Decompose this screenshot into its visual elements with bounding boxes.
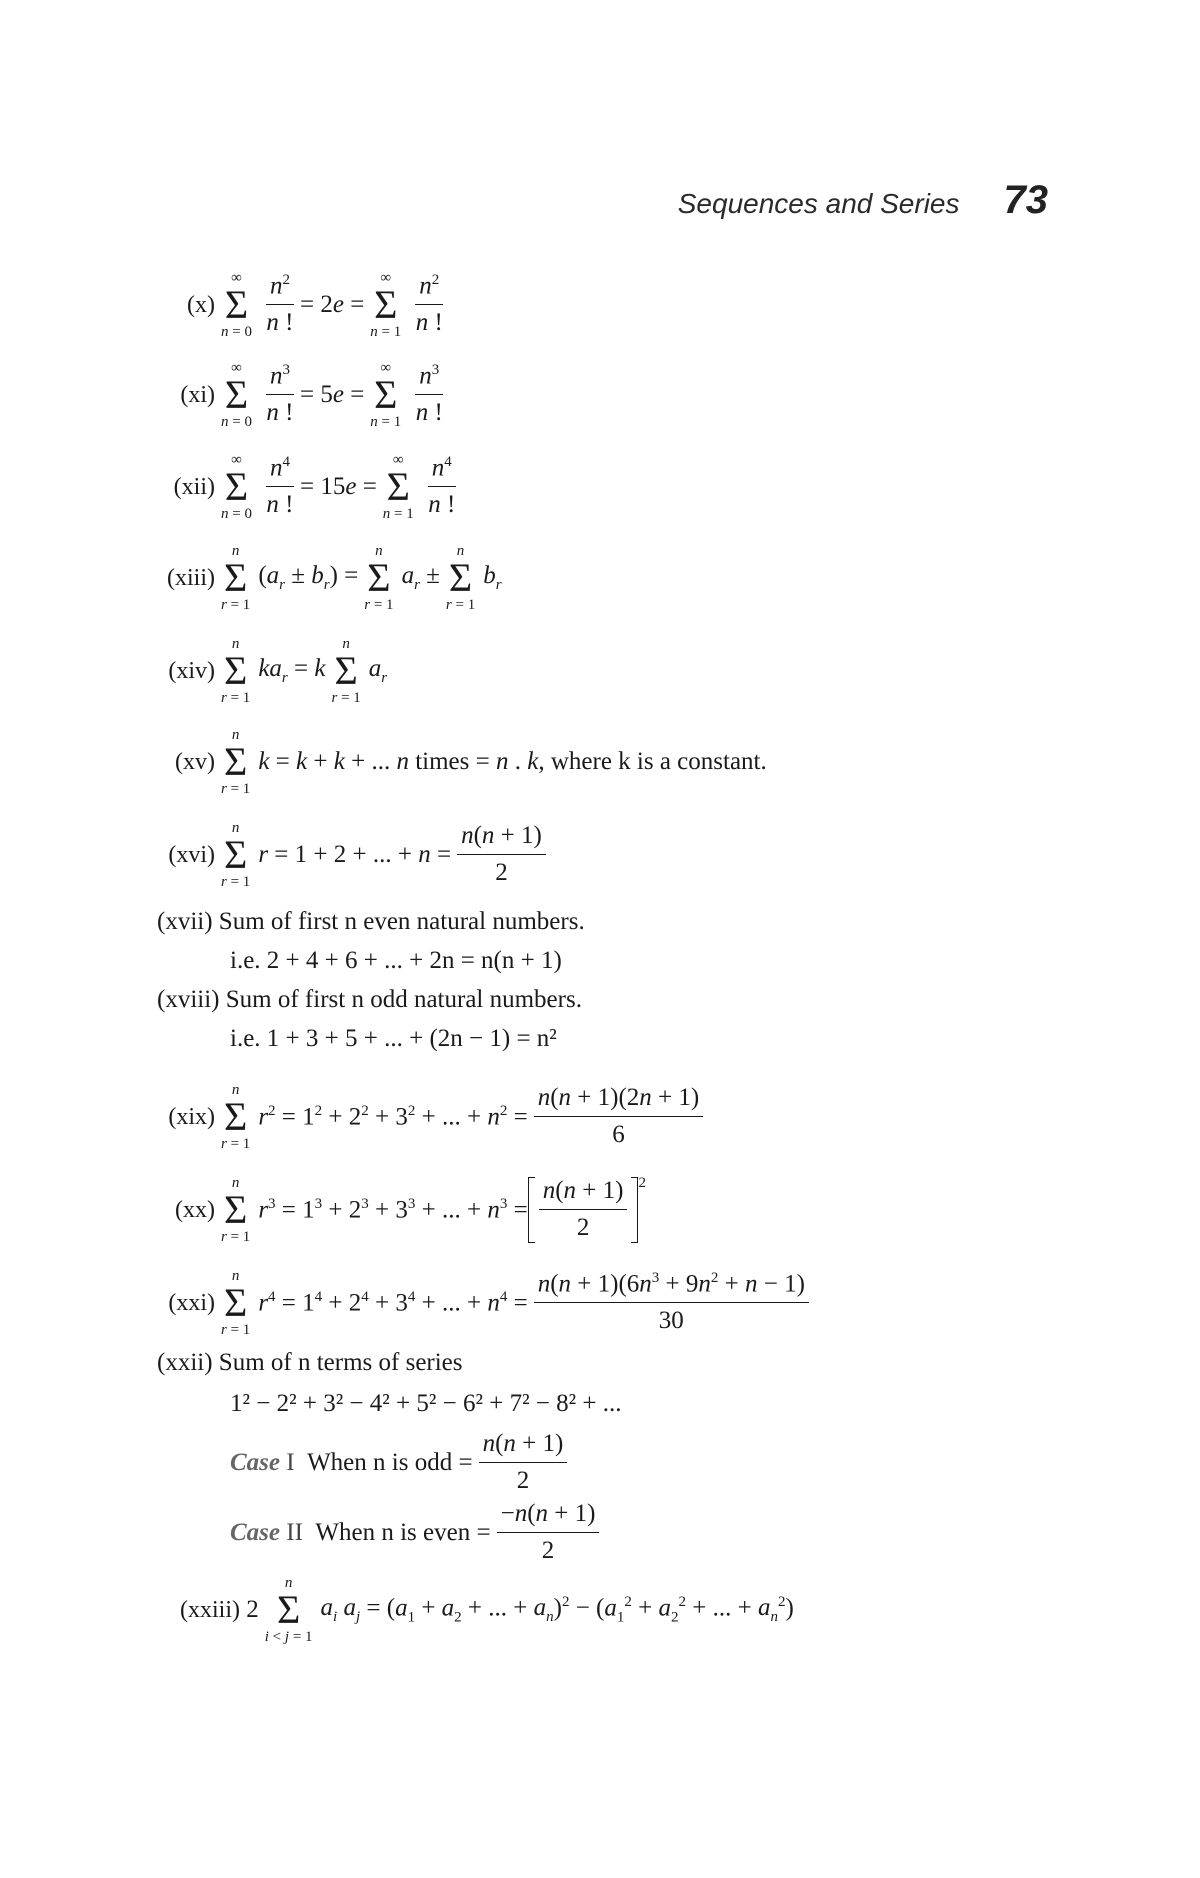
- math-term: Σ: [224, 282, 249, 327]
- math-term: r = 1: [221, 690, 251, 706]
- math-term: 2: [495, 859, 508, 886]
- xvii-ie: i.e. 2 + 4 + 6 + ... + 2n = n(n + 1): [230, 947, 562, 974]
- math-term: n: [396, 748, 409, 775]
- math-term: 4: [314, 1288, 323, 1305]
- math-term: 4: [444, 454, 452, 471]
- math-term: 2: [678, 1593, 686, 1610]
- math-term: r: [258, 1103, 269, 1131]
- math-term: a: [441, 1594, 455, 1622]
- math-term: n: [375, 543, 383, 559]
- math-term: Σ: [224, 1094, 248, 1139]
- xviii-text: Sum of first n odd natural numbers.: [225, 986, 582, 1013]
- math-term: Σ: [224, 1187, 248, 1232]
- math-term: Σ: [448, 555, 473, 600]
- math-term: n !: [415, 309, 443, 337]
- math-term: $a_n$: [757, 1594, 778, 1626]
- math-term: r: [323, 577, 330, 593]
- item-label: (xix): [168, 1103, 215, 1130]
- math-term: a: [395, 1594, 408, 1622]
- math-term: n: [231, 1175, 240, 1191]
- summation: [221, 360, 252, 430]
- fraction: [415, 272, 443, 338]
- text-xviii: [157, 986, 582, 1014]
- math-term: $a_r$ ±: [401, 562, 440, 593]
- math-term: 3: [499, 1195, 508, 1212]
- fraction: [534, 1270, 809, 1336]
- math-term: 2: [282, 272, 290, 289]
- math-term: $n(n + 1)(6n^3 + 9n^2 + n - 1)$: [534, 1270, 809, 1303]
- math-term: n: [487, 1103, 500, 1131]
- formula-xvi: [0, 820, 552, 890]
- math-term: 30: [658, 1307, 684, 1335]
- math-term: n: [639, 1084, 652, 1112]
- math-term: n: [535, 1500, 549, 1527]
- math-term: i: [333, 1609, 338, 1626]
- math-term: n: [503, 1430, 516, 1457]
- math-term: ∞: [231, 270, 242, 286]
- math-term: n: [639, 1270, 652, 1298]
- math-term: 1: [616, 1609, 625, 1626]
- math-term: n: [546, 1609, 554, 1626]
- math-term: 3: [314, 1195, 323, 1212]
- case-1: Case I When n is odd = $\frac{n(n + 1)}{2}$: [230, 1430, 573, 1496]
- math-term: r: [258, 841, 269, 868]
- math-term: n !: [428, 491, 456, 519]
- math-term: ∞: [380, 270, 392, 286]
- math-term: r: [331, 690, 338, 706]
- math-term: [266, 362, 294, 395]
- math-term: n: [563, 1177, 577, 1205]
- math-term: n: [269, 362, 283, 390]
- math-term: n !: [415, 399, 443, 427]
- math-term: r: [364, 597, 371, 613]
- formula-xii: [0, 452, 462, 522]
- math-term: $r^4 = 1^4 + 2^4 + 3^4$ + ... + $n^4$ =: [258, 1288, 528, 1317]
- math-term: n: [231, 636, 240, 652]
- summation: [221, 636, 250, 706]
- summation: [370, 270, 401, 340]
- math-term: n: [419, 272, 432, 300]
- math-term: n: [558, 1270, 572, 1298]
- formula-x: [0, 270, 449, 340]
- fraction: [534, 1084, 704, 1150]
- math-term: n: [382, 506, 391, 522]
- item-label: (xii): [173, 473, 215, 500]
- formula-xxiii: [0, 1575, 794, 1645]
- case-1-tag: Case: [230, 1448, 280, 1476]
- case-2-num: II: [286, 1518, 303, 1546]
- math-term: n: [231, 727, 240, 743]
- text-xxii: [157, 1349, 463, 1377]
- section-title: Sequences and Series: [677, 188, 960, 219]
- math-term: r: [221, 1229, 227, 1245]
- math-term: n = 1: [370, 414, 402, 430]
- math-term: 3: [407, 1195, 416, 1212]
- math-term: r: [281, 670, 288, 686]
- summation: [221, 543, 250, 613]
- math-term: r = 1: [221, 1322, 251, 1338]
- xv-tail: where k is a constant.: [550, 748, 767, 775]
- math-term: r: [495, 577, 502, 593]
- math-term: Σ: [277, 1587, 301, 1632]
- case-2: Case II When n is even = $\frac{-n(n + 1)}{2}$: [230, 1500, 605, 1566]
- math-term: 2: [361, 1102, 369, 1119]
- math-term: n: [418, 841, 431, 868]
- math-term: n: [342, 636, 350, 652]
- math-term: r = 1: [221, 1136, 251, 1152]
- case-2-text: When n is even: [315, 1518, 471, 1546]
- math-term: $b_r$: [483, 562, 502, 593]
- math-term: ∞: [380, 360, 392, 376]
- math-term: e: [332, 291, 344, 318]
- math-term: n = 0: [221, 414, 252, 430]
- item-label: (xx): [175, 1196, 215, 1223]
- math-term: $a_n$: [533, 1594, 554, 1626]
- math-term: r: [445, 597, 452, 613]
- summation: [221, 270, 252, 340]
- math-term: 4: [268, 1288, 276, 1305]
- page-number: 73: [1003, 178, 1048, 222]
- math-term: i: [264, 1629, 269, 1645]
- math-term: Σ: [224, 555, 248, 600]
- formula-xx: [0, 1175, 646, 1245]
- math-term: n(n + 1): [457, 822, 546, 855]
- math-term: Σ: [374, 372, 398, 417]
- math-term: j: [355, 1609, 361, 1626]
- math-term: r: [221, 597, 227, 613]
- bracket: [528, 1177, 639, 1243]
- math-term: n: [231, 1268, 240, 1284]
- math-term: r: [221, 1136, 227, 1152]
- formula-xv: [0, 727, 767, 797]
- math-term: n: [698, 1270, 711, 1298]
- formula-xix: [0, 1082, 709, 1152]
- fraction: [428, 454, 456, 520]
- math-term: 2: [671, 1609, 679, 1626]
- math-term: n: [266, 399, 279, 427]
- math-term: r = 1: [364, 597, 394, 613]
- fraction: [266, 272, 294, 338]
- math-term: n !: [266, 399, 294, 427]
- math-term: n: [537, 1270, 551, 1298]
- math-term: Σ: [224, 1280, 248, 1325]
- math-term: 2: [710, 1270, 719, 1287]
- item-label: (xxi): [168, 1289, 215, 1316]
- math-term: 6: [612, 1121, 625, 1148]
- math-term: k: [296, 748, 308, 775]
- math-term: e: [345, 473, 357, 500]
- math-term: n: [461, 822, 474, 850]
- math-term: $ka_r = k$: [258, 655, 326, 686]
- math-term: r = 1: [221, 781, 251, 797]
- item-label: (xv): [175, 748, 215, 775]
- math-term: n: [431, 454, 445, 482]
- math-term: 4: [407, 1288, 416, 1305]
- math-term: r: [258, 1196, 269, 1224]
- math-term: 2: [777, 1593, 786, 1610]
- summation: [331, 636, 360, 706]
- math-term: Σ: [224, 464, 249, 509]
- math-term: a: [604, 1594, 617, 1622]
- math-term: n: [221, 506, 229, 522]
- item-label: (xiii): [167, 564, 215, 591]
- math-term: ∞: [392, 452, 404, 468]
- math-term: n: [415, 309, 429, 337]
- math-term: n: [487, 1196, 500, 1224]
- item-label: (xviii): [157, 986, 220, 1013]
- math-term: n: [514, 1500, 528, 1527]
- math-term: n(n + 1): [479, 1430, 568, 1463]
- item-label: (xi): [180, 381, 215, 408]
- math-term: $a_i$ $a_j$: [320, 1594, 361, 1626]
- math-term: $r^3 = 1^3 + 2^3 + 3^3$ + ... + $n^3$ =: [258, 1195, 528, 1224]
- xxii-series: 1² − 2² + 3² − 4² + 5² − 6² + 7² − 8² + ...: [230, 1390, 622, 1417]
- math-term: = 5e =: [299, 381, 365, 408]
- summation: [221, 1082, 250, 1152]
- formula-xiii: [0, 543, 502, 613]
- math-term: 2: [576, 1214, 590, 1241]
- summation: [370, 360, 401, 430]
- math-term: $b_r$: [311, 562, 330, 593]
- math-term: n(n + 1): [539, 1177, 628, 1210]
- math-term: n: [744, 1270, 758, 1298]
- math-term: k: [258, 748, 270, 775]
- math-term: 4: [499, 1288, 508, 1305]
- math-term: n: [221, 414, 229, 430]
- running-header: [678, 178, 1048, 223]
- math-term: $a_r$: [401, 562, 420, 593]
- item-label: (x): [187, 291, 215, 318]
- math-term: Σ: [224, 648, 248, 693]
- math-term: r: [279, 577, 285, 593]
- math-term: r = 1 + 2 + ... + n =: [258, 841, 452, 868]
- fraction: [479, 1430, 568, 1496]
- math-term: 2: [638, 1175, 646, 1191]
- math-term: n: [231, 543, 240, 559]
- math-term: n: [428, 491, 441, 519]
- math-term: 2: [431, 272, 440, 289]
- fraction: [266, 454, 294, 520]
- math-term: n !: [266, 309, 294, 337]
- math-term: [266, 272, 294, 305]
- math-term: 2: [407, 1102, 416, 1119]
- math-term: $r^2 = 1^2 + 2^2 + 3^2$ + ... + $n^2$ =: [258, 1102, 528, 1131]
- case-1-num: I: [286, 1448, 295, 1476]
- math-term: i < j = 1: [264, 1629, 313, 1645]
- math-term: k = k + k + ... n times = n . k,: [258, 748, 551, 775]
- math-term: r: [414, 577, 420, 593]
- math-term: ∞: [231, 452, 242, 468]
- math-term: n: [481, 822, 495, 850]
- math-term: r: [221, 1322, 227, 1338]
- math-term: Σ: [374, 282, 398, 327]
- math-term: 3: [282, 362, 290, 379]
- item-label: (xvi): [168, 841, 215, 868]
- case-2-tag: Case: [230, 1518, 280, 1546]
- formula-xi: [0, 360, 449, 430]
- math-term: Σ: [224, 739, 248, 784]
- summation: [221, 452, 252, 522]
- math-term: r = 1: [445, 597, 476, 613]
- text-xvii: [157, 908, 585, 936]
- math-term: Σ: [386, 464, 410, 509]
- math-term: n: [370, 324, 378, 340]
- math-term: [266, 454, 294, 487]
- summation: [364, 543, 393, 613]
- math-term: n: [370, 414, 378, 430]
- math-term: 1: [407, 1609, 416, 1626]
- math-term: n: [221, 324, 229, 340]
- math-term: = 2e =: [299, 291, 365, 318]
- math-term: r: [221, 874, 227, 890]
- math-term: [528, 1177, 535, 1243]
- math-term: n: [415, 399, 429, 427]
- math-term: r: [258, 1289, 269, 1317]
- math-term: $a_r$: [368, 655, 388, 686]
- math-term: j: [284, 1629, 290, 1645]
- formula-xiv: [0, 636, 387, 706]
- item-label: (xxiii): [180, 1596, 240, 1623]
- math-term: n: [266, 309, 279, 337]
- math-term: r: [221, 781, 227, 797]
- math-term: Σ: [224, 372, 249, 417]
- math-term: n: [231, 820, 240, 836]
- math-term: ∞: [231, 360, 242, 376]
- xviii-ie: i.e. 1 + 3 + 5 + ... + (2n − 1) = n²: [230, 1025, 557, 1052]
- case-1-text: When n is odd: [307, 1448, 453, 1476]
- math-term: Σ: [334, 648, 358, 693]
- summation: [221, 1175, 250, 1245]
- math-term: 3: [361, 1195, 369, 1212]
- math-term: n: [558, 1084, 572, 1112]
- math-term: 2: [561, 1593, 570, 1610]
- math-term: n !: [266, 491, 294, 519]
- fraction: [539, 1177, 628, 1243]
- math-term: $ka_r$: [258, 655, 288, 686]
- math-term: 2: [268, 1102, 276, 1119]
- math-term: 2: [516, 1466, 530, 1494]
- math-term: n: [542, 1177, 556, 1205]
- math-term: n: [231, 1082, 240, 1098]
- math-term: n = 1: [382, 506, 414, 522]
- math-term: Σ: [224, 832, 248, 877]
- math-term: k: [527, 748, 539, 775]
- item-label: (xxii): [157, 1349, 213, 1376]
- math-term: n = 0: [221, 324, 252, 340]
- math-term: n(n + 1)(2n + 1): [534, 1084, 704, 1117]
- math-term: k: [314, 655, 326, 682]
- summation: [221, 1268, 250, 1338]
- item-label: (xiv): [168, 657, 215, 684]
- math-term: n: [487, 1289, 500, 1317]
- math-term: 2: [541, 1536, 555, 1564]
- math-term: $a_i$ $a_j = (a_1 + a_2$ + ... + $a_n)^2 - (a_1^2 + a_2^2$ + ... + $a_n^2$): [320, 1593, 794, 1626]
- math-term: r: [381, 670, 388, 686]
- math-term: r = 1: [331, 690, 361, 706]
- math-term: −n(n + 1): [497, 1500, 600, 1533]
- math-term: [631, 1177, 638, 1243]
- summation: [383, 452, 414, 522]
- math-term: [415, 272, 443, 305]
- math-term: r = 1: [221, 874, 251, 890]
- math-term: n: [266, 491, 279, 519]
- summation: [221, 820, 250, 890]
- math-term: n: [419, 362, 432, 390]
- math-term: n: [770, 1609, 778, 1626]
- math-term: n = 1: [370, 324, 402, 340]
- summation: [265, 1575, 313, 1645]
- math-term: n: [269, 454, 283, 482]
- math-term: 3: [268, 1195, 276, 1212]
- math-term: 2: [240, 1596, 259, 1623]
- math-term: n: [495, 748, 509, 775]
- math-term: 3: [651, 1270, 660, 1287]
- xxii-text: Sum of n terms of series: [218, 1349, 463, 1376]
- math-term: Σ: [367, 555, 391, 600]
- summation: [221, 727, 250, 797]
- math-term: [428, 454, 456, 487]
- math-term: 2: [454, 1609, 462, 1626]
- formula-xxi: [0, 1268, 815, 1338]
- math-term: e: [332, 381, 344, 408]
- math-term: r = 1: [221, 1229, 251, 1245]
- fraction: [415, 362, 443, 428]
- math-term: n: [456, 543, 465, 559]
- item-label: (xvii): [157, 908, 213, 935]
- math-term: 4: [282, 454, 290, 471]
- fraction: [266, 362, 294, 428]
- math-term: [415, 362, 443, 395]
- math-term: 2: [624, 1593, 632, 1610]
- math-term: n: [482, 1430, 496, 1457]
- math-term: $(a_r \pm b_r)$ =: [258, 562, 359, 593]
- math-term: n: [537, 1084, 551, 1112]
- math-term: = 15e =: [299, 473, 377, 500]
- math-term: r = 1: [221, 597, 251, 613]
- math-term: 3: [431, 362, 440, 379]
- math-term: $a_r$: [266, 562, 285, 593]
- summation: [446, 543, 475, 613]
- math-term: 4: [361, 1288, 369, 1305]
- math-term: r: [221, 690, 227, 706]
- math-term: a: [658, 1594, 671, 1622]
- xvii-text: Sum of first n even natural numbers.: [218, 908, 585, 935]
- math-term: n: [284, 1575, 293, 1591]
- math-term: k: [333, 748, 345, 775]
- fraction: [457, 822, 546, 888]
- fraction: [497, 1500, 600, 1566]
- math-term: n: [269, 272, 283, 300]
- math-term: 2: [499, 1102, 508, 1119]
- math-term: 2: [314, 1102, 323, 1119]
- math-term: n = 0: [221, 506, 252, 522]
